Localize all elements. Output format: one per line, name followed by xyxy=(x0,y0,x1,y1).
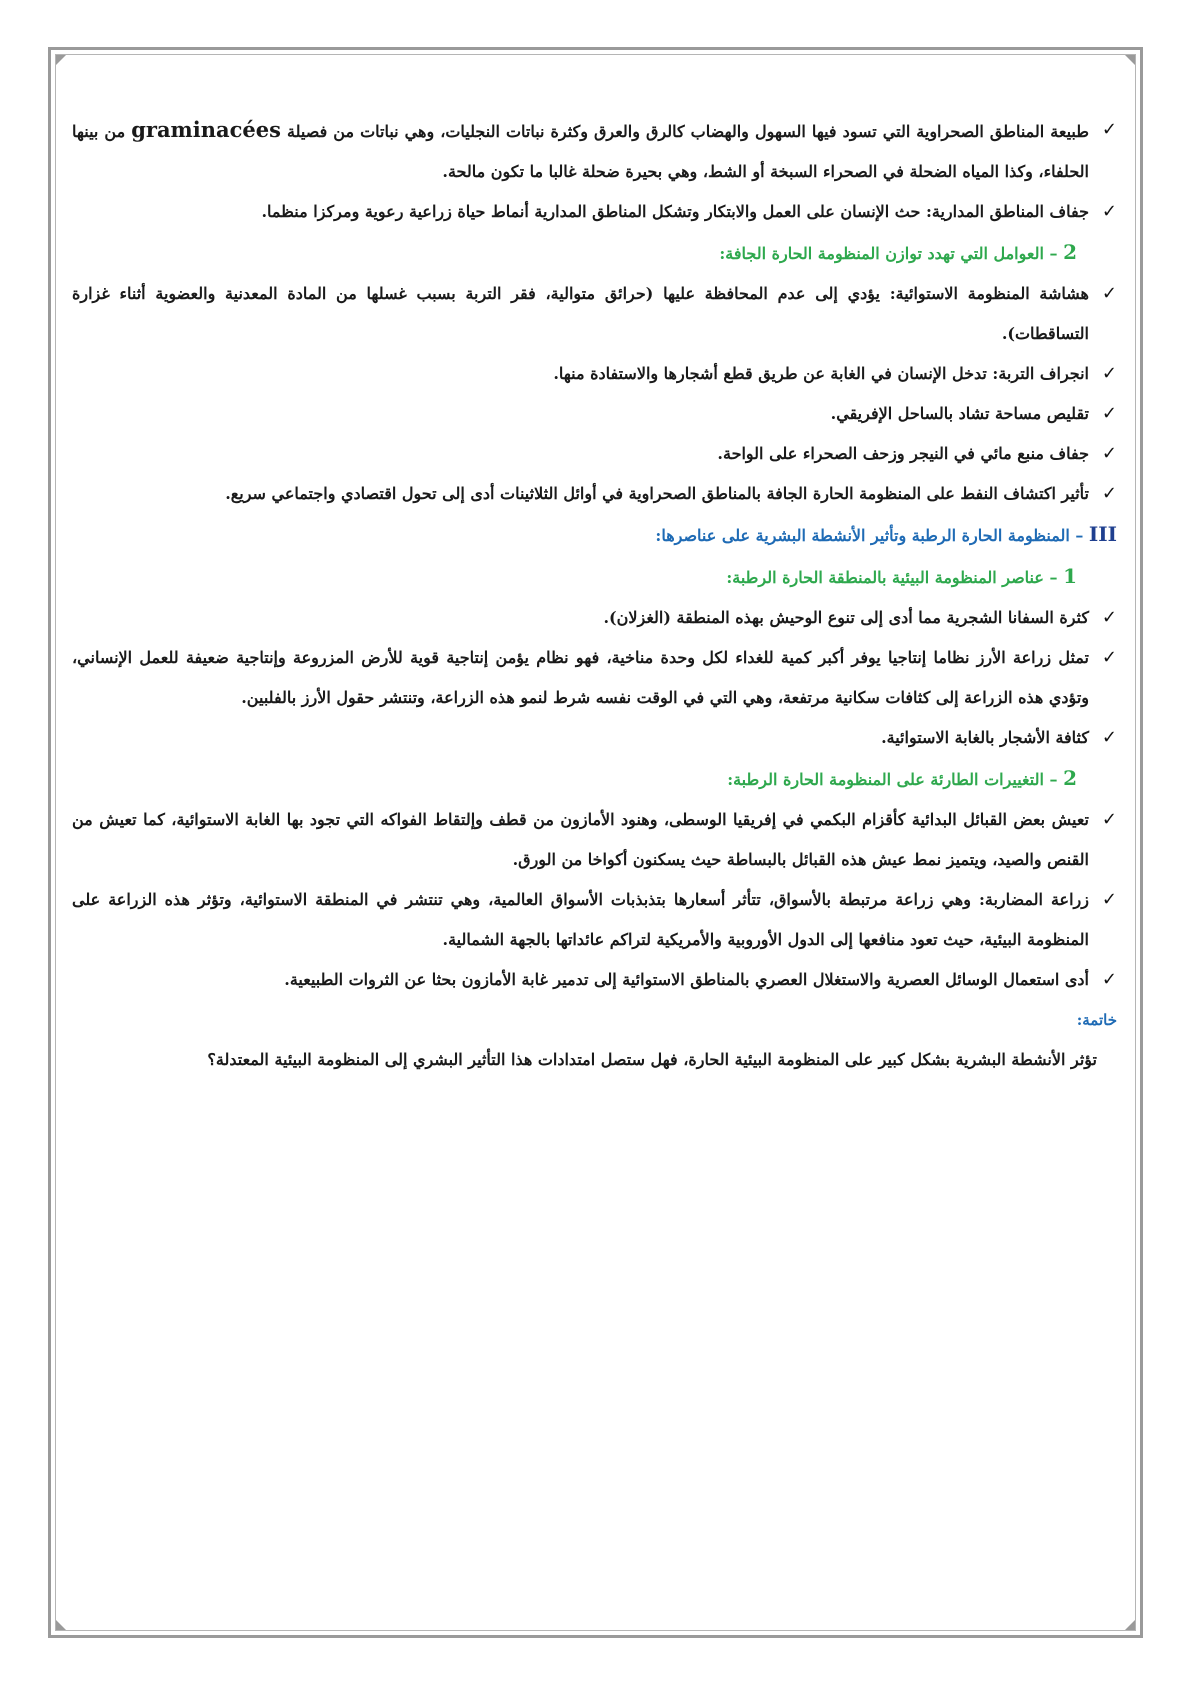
list-item xyxy=(72,598,1117,638)
check-icon: ✓ xyxy=(1101,201,1117,222)
subheading-ecosystem-elements xyxy=(72,556,1117,598)
list-item xyxy=(72,354,1117,394)
list-item xyxy=(72,800,1117,880)
check-icon: ✓ xyxy=(1101,443,1117,464)
heading-number: 2 xyxy=(1063,240,1077,264)
check-icon: ✓ xyxy=(1101,363,1117,384)
item-text: كثرة السفانا الشجرية مما أدى إلى تنوع الوحيش بهذه المنطقة (الغزلان). xyxy=(603,608,1089,627)
check-icon: ✓ xyxy=(1101,403,1117,424)
item-text: جفاف منبع مائي في النيجر وزحف الصحراء على الواحة. xyxy=(717,444,1089,463)
heading-text: – عناصر المنظومة البيئية بالمنطقة الحارة الرطبة: xyxy=(726,568,1058,587)
item-text: تمثل زراعة الأرز نظاما إنتاجيا يوفر أكبر كمية للغداء لكل وحدة مناخية، فهو نظام يؤمن إنتاجية قوية للأرض المزروعة وإنتاجية ضعيفة للعمل الإنساني، وتؤدي هذه الزراعة إلى كثافات سكانية مرتفعة، وهي التي في الوقت نفسه شرط لنمو هذه الزراعة، وتنتشر حقول الأرز بالفلبين. xyxy=(72,648,1089,707)
corner-ornament-top-right xyxy=(1125,55,1135,65)
list-item xyxy=(72,474,1117,514)
check-icon: ✓ xyxy=(1101,809,1117,830)
check-icon: ✓ xyxy=(1101,607,1117,628)
latin-term: graminacées xyxy=(131,117,281,142)
check-icon: ✓ xyxy=(1101,889,1117,910)
item-text: هشاشة المنظومة الاستوائية: يؤدي إلى عدم المحافظة عليها (حرائق متوالية، فقر التربة بسبب غسلها من المادة المعدنية والعضوية أثناء غزارة التساقطات). xyxy=(72,284,1089,343)
heading-number: 2 xyxy=(1063,766,1077,790)
item-text: كثافة الأشجار بالغابة الاستوائية. xyxy=(881,728,1089,747)
check-icon: ✓ xyxy=(1101,483,1117,504)
list-item xyxy=(72,638,1117,718)
item-text-tail: من بينها الحلفاء، وكذا المياه الضحلة في الصحراء السبخة أو الشط، وهي بحيرة ضحلة غالبا ما تكون مالحة. xyxy=(72,122,1089,181)
list-item xyxy=(72,192,1117,232)
section-text: – المنظومة الحارة الرطبة وتأثير الأنشطة البشرية على عناصرها: xyxy=(655,526,1084,545)
conclusion-label: خاتمة: xyxy=(1076,1011,1117,1029)
heading-text: – التغييرات الطارئة على المنظومة الحارة الرطبة: xyxy=(727,770,1058,789)
subheading-changes xyxy=(72,758,1117,800)
item-text: أدى استعمال الوسائل العصرية والاستغلال العصري بالمناطق الاستوائية إلى تدمير غابة الأمازون بحثا عن الثروات الطبيعية. xyxy=(284,970,1089,989)
corner-ornament-top-left xyxy=(56,55,66,65)
list-item xyxy=(72,718,1117,758)
subheading-threat-factors xyxy=(72,232,1117,274)
list-item xyxy=(72,110,1117,192)
conclusion-paragraph: تؤثر الأنشطة البشرية بشكل كبير على المنظومة البيئية الحارة، فهل ستصل امتدادات هذا التأثير البشري إلى المنظومة البيئية المعتدلة؟ xyxy=(207,1050,1097,1069)
list-item xyxy=(72,434,1117,474)
corner-ornament-bottom-left xyxy=(56,1620,66,1630)
heading-text: – العوامل التي تهدد توازن المنظومة الحارة الجافة: xyxy=(719,244,1058,263)
check-icon: ✓ xyxy=(1101,647,1117,668)
item-text: تقليص مساحة تشاد بالساحل الإفريقي. xyxy=(830,404,1089,423)
item-text: طبيعة المناطق الصحراوية التي تسود فيها السهول والهضاب كالرق والعرق وكثرة نباتات النجليات، وهي نباتات من فصيلة xyxy=(287,122,1089,141)
list-item xyxy=(72,274,1117,354)
item-text: جفاف المناطق المدارية: حث الإنسان على العمل والابتكار وتشكل المناطق المدارية أنماط حياة زراعية رعوية ومركزا منظما. xyxy=(261,202,1089,221)
list-item xyxy=(72,960,1117,1000)
heading-number: 1 xyxy=(1063,564,1077,588)
check-icon: ✓ xyxy=(1101,283,1117,304)
item-text: تعيش بعض القبائل البدائية كأقزام البكمي في إفريقيا الوسطى، وهنود الأمازون من قطف وإلتقاط الفواكه التي تجود بها الغابة الاستوائية، كما تعيش من القنص والصيد، ويتميز نمط عيش هذه القبائل بالبساطة حيث يسكنون أكواخا من الورق. xyxy=(72,810,1089,869)
corner-ornament-bottom-right xyxy=(1125,1620,1135,1630)
list-item xyxy=(72,394,1117,434)
item-text: تأثير اكتشاف النفط على المنظومة الحارة الجافة بالمناطق الصحراوية في أوائل الثلاثينات أدى إلى تحول اقتصادي واجتماعي سريع. xyxy=(225,484,1089,503)
check-icon: ✓ xyxy=(1101,119,1117,140)
check-icon: ✓ xyxy=(1101,969,1117,990)
item-text: انجراف التربة: تدخل الإنسان في الغابة عن طريق قطع أشجارها والاستفادة منها. xyxy=(553,364,1089,383)
section-number: III xyxy=(1088,522,1117,546)
item-text: زراعة المضاربة: وهي زراعة مرتبطة بالأسواق، تتأثر أسعارها بتذبذبات الأسواق العالمية، وهي تنتشر في المنطقة الاستوائية، وتؤثر هذه الزراعة على المنظومة البيئية، حيث تعود منافعها إلى الدول الأوروبية والأمريكية لتراكم عائداتها بالجهة الشمالية. xyxy=(72,890,1089,949)
list-item xyxy=(72,880,1117,960)
document-body xyxy=(72,110,1117,1080)
section-heading-humid-tropical xyxy=(72,514,1117,556)
check-icon: ✓ xyxy=(1101,727,1117,748)
